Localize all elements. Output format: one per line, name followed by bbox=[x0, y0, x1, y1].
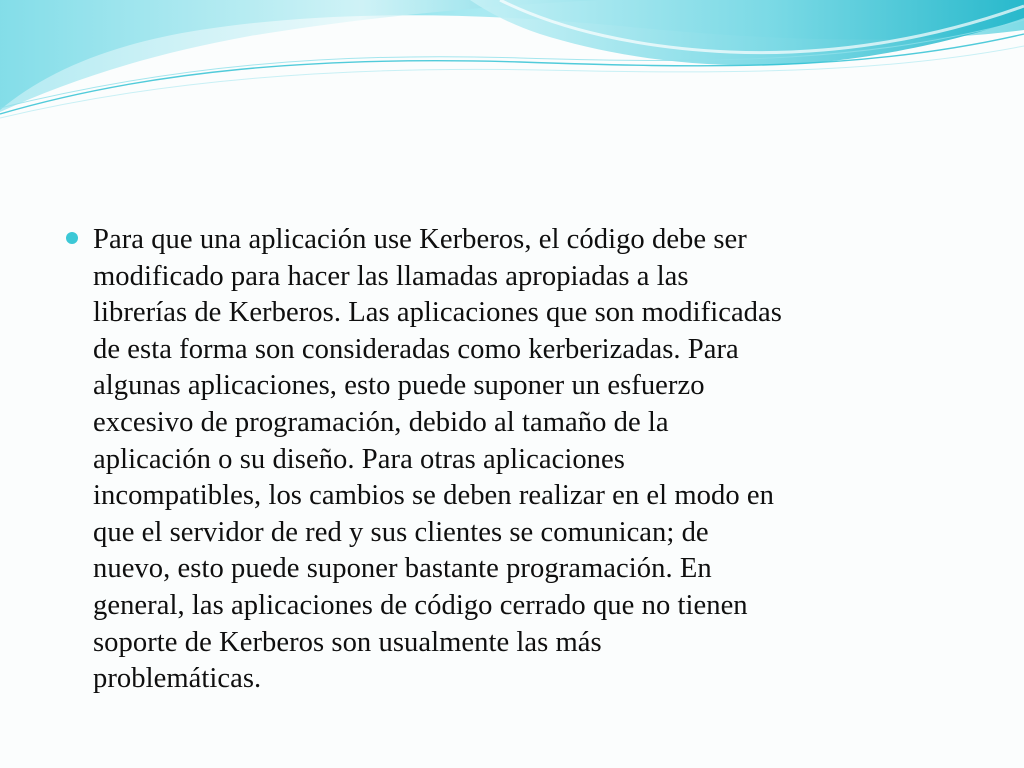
text-line: Para que una aplicación use Kerberos, el código debe ser bbox=[93, 224, 747, 255]
wave-band-right bbox=[470, 0, 1024, 65]
text-line: soporte de Kerberos son usualmente las más bbox=[93, 626, 602, 658]
header-wave-decoration bbox=[0, 0, 1024, 130]
text-line: incompatibles, los cambios se deben realizar en el modo en bbox=[93, 480, 774, 512]
text-line: aplicación o su diseño. Para otras aplicaciones bbox=[93, 443, 625, 475]
text-line: general, las aplicaciones de código cerrado que no tienen bbox=[93, 589, 748, 621]
text-line: modificado para hacer las llamadas apropiadas a las bbox=[93, 260, 689, 292]
bullet-text bbox=[93, 222, 966, 698]
text-line: problemáticas. bbox=[93, 663, 262, 695]
text-line: que el servidor de red y sus clientes se comunican; de bbox=[93, 516, 709, 548]
text-line: excesivo de programación, debido al tamaño de la bbox=[93, 406, 669, 438]
slide-body bbox=[66, 222, 966, 698]
text-line: de esta forma son consideradas como kerberizadas. Para bbox=[93, 333, 739, 365]
text-line: nuevo, esto puede suponer bastante programación. En bbox=[93, 553, 712, 585]
filled-circle-icon bbox=[66, 232, 78, 244]
bullet-item bbox=[66, 222, 966, 698]
text-line: librerías de Kerberos. Las aplicaciones que son modificadas bbox=[93, 297, 782, 329]
text-line: algunas aplicaciones, esto puede suponer un esfuerzo bbox=[93, 370, 705, 402]
